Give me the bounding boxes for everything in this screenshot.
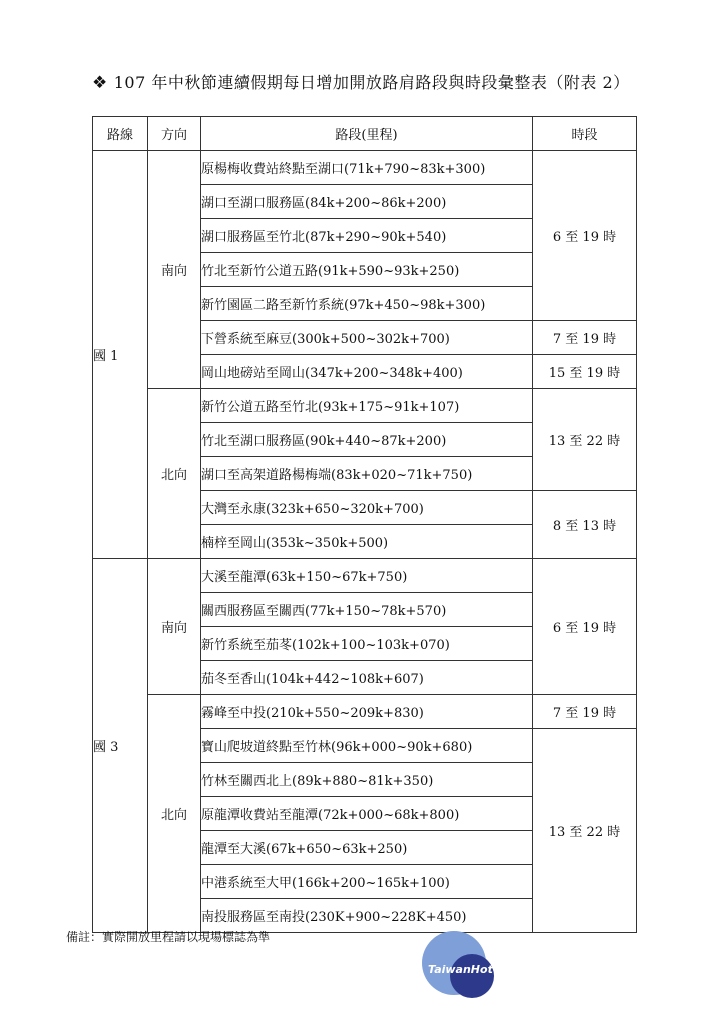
time-cell: 6 至 19 時: [533, 559, 637, 695]
segment-cell: 下營系統至麻豆(300k+500~302k+700): [201, 321, 533, 355]
diamond-bullet-icon: ❖: [92, 73, 108, 93]
logo-text: TaiwanHot: [428, 963, 493, 976]
segment-cell: 寶山爬坡道終點至竹林(96k+000~90k+680): [201, 729, 533, 763]
page-title: [92, 70, 692, 96]
table-row: [93, 151, 637, 185]
segment-cell: 湖口服務區至竹北(87k+290~90k+540): [201, 219, 533, 253]
segment-cell: 湖口至湖口服務區(84k+200~86k+200): [201, 185, 533, 219]
segment-cell: 岡山地磅站至岡山(347k+200~348k+400): [201, 355, 533, 389]
time-cell: 15 至 19 時: [533, 355, 637, 389]
header-segment: 路段(里程): [201, 117, 533, 151]
table-row: [93, 559, 637, 593]
segment-cell: 竹林至關西北上(89k+880~81k+350): [201, 763, 533, 797]
title-text: 107 年中秋節連續假期每日增加開放路肩路段與時段彙整表（附表 2）: [113, 73, 630, 92]
time-cell: 8 至 13 時: [533, 491, 637, 559]
segment-cell: 原龍潭收費站至龍潭(72k+000~68k+800): [201, 797, 533, 831]
segment-cell: 中港系統至大甲(166k+200~165k+100): [201, 865, 533, 899]
time-cell: 13 至 22 時: [533, 729, 637, 933]
logo-graphic: [420, 930, 500, 1000]
time-cell: 7 至 19 時: [533, 695, 637, 729]
segment-cell: 大灣至永康(323k+650~320k+700): [201, 491, 533, 525]
time-cell: 13 至 22 時: [533, 389, 637, 491]
time-cell: 6 至 19 時: [533, 151, 637, 321]
table-row: [93, 389, 637, 423]
direction-cell: 南向: [148, 151, 201, 389]
header-road: 路線: [93, 117, 148, 151]
segment-cell: 霧峰至中投(210k+550~209k+830): [201, 695, 533, 729]
header-time: 時段: [533, 117, 637, 151]
segment-cell: 龍潭至大溪(67k+650~63k+250): [201, 831, 533, 865]
segment-cell: 新竹公道五路至竹北(93k+175~91k+107): [201, 389, 533, 423]
segment-cell: 楠梓至岡山(353k~350k+500): [201, 525, 533, 559]
direction-cell: 北向: [148, 389, 201, 559]
header-direction: 方向: [148, 117, 201, 151]
segment-cell: 新竹園區二路至新竹系統(97k+450~98k+300): [201, 287, 533, 321]
segment-cell: 關西服務區至關西(77k+150~78k+570): [201, 593, 533, 627]
segment-cell: 大溪至龍潭(63k+150~67k+750): [201, 559, 533, 593]
segment-cell: 新竹系統至茄苳(102k+100~103k+070): [201, 627, 533, 661]
table-header-row: [93, 117, 637, 151]
direction-cell: 南向: [148, 559, 201, 695]
footnote: 備註：實際開放里程請以現場標誌為準: [66, 930, 271, 944]
segment-cell: 湖口至高架道路楊梅端(83k+020~71k+750): [201, 457, 533, 491]
taiwanhot-logo: [420, 930, 500, 1000]
segment-cell: 竹北至新竹公道五路(91k+590~93k+250): [201, 253, 533, 287]
road-cell: 國 3: [93, 559, 148, 933]
road-cell: 國 1: [93, 151, 148, 559]
time-cell: 7 至 19 時: [533, 321, 637, 355]
schedule-table: [92, 116, 637, 933]
segment-cell: 南投服務區至南投(230K+900~228K+450): [201, 899, 533, 933]
segment-cell: 茄冬至香山(104k+442~108k+607): [201, 661, 533, 695]
table-body: [93, 151, 637, 933]
segment-cell: 原楊梅收費站終點至湖口(71k+790~83k+300): [201, 151, 533, 185]
table-row: [93, 695, 637, 729]
segment-cell: 竹北至湖口服務區(90k+440~87k+200): [201, 423, 533, 457]
direction-cell: 北向: [148, 695, 201, 933]
